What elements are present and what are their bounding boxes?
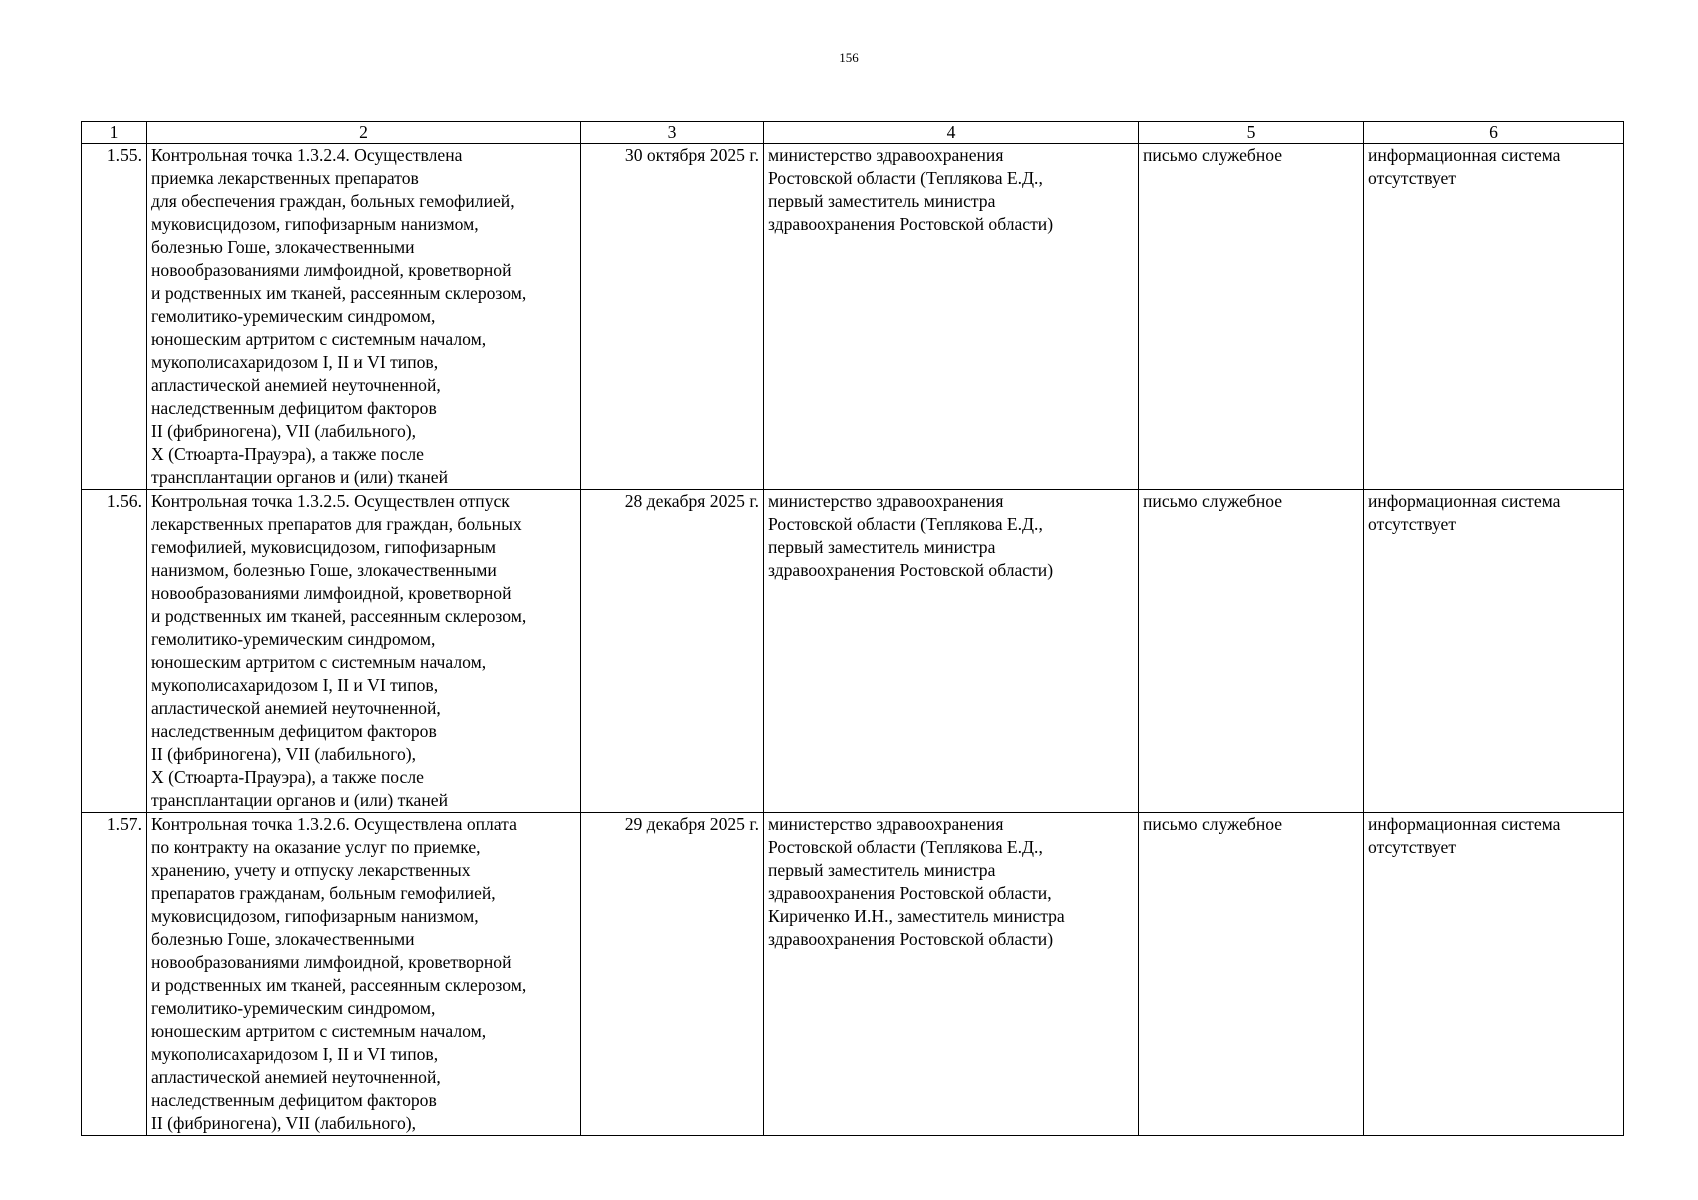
row-information-system: информационная система отсутствует	[1364, 144, 1624, 490]
control-points-table	[81, 121, 1624, 1136]
row-document-type: письмо служебное	[1139, 813, 1364, 1136]
row-description: Контрольная точка 1.3.2.6. Осуществлена оплата по контракту на оказание услуг по приемке, хранению, учету и отпуску лекарственных препаратов гражданам, больным гемофилией, муковисцидозом, гипофизарным нанизмом, болезнью Гоше, злокачественными новообразованиями лимфоидной, кроветворной и родственных им тканей, рассеянным склерозом, гемолитико-уремическим синдромом, юношеским артритом с системным началом, мукополисахаридозом I, II и VI типов, апластической анемией неуточненной, наследственным дефицитом факторов II (фибриногена), VII (лабильного),	[147, 813, 581, 1136]
row-date: 28 декабря 2025 г.	[581, 490, 764, 813]
column-header-6: 6	[1364, 122, 1624, 144]
row-description: Контрольная точка 1.3.2.4. Осуществлена приемка лекарственных препаратов для обеспечения граждан, больных гемофилией, муковисцидозом, гипофизарным нанизмом, болезнью Гоше, злокачественными новообразованиями лимфоидной, кроветворной и родственных им тканей, рассеянным склерозом, гемолитико-уремическим синдромом, юношеским артритом с системным началом, мукополисахаридозом I, II и VI типов, апластической анемией неуточненной, наследственным дефицитом факторов II (фибриногена), VII (лабильного), X (Стюарта-Прауэра), а также после трансплантации органов и (или) тканей	[147, 144, 581, 490]
column-header-2: 2	[147, 122, 581, 144]
row-date: 29 декабря 2025 г.	[581, 813, 764, 1136]
column-number-header-row	[82, 122, 1624, 144]
column-header-4: 4	[764, 122, 1139, 144]
page-number: 156	[839, 50, 859, 65]
row-date: 30 октября 2025 г.	[581, 144, 764, 490]
column-header-1: 1	[82, 122, 147, 144]
column-header-5: 5	[1139, 122, 1364, 144]
row-information-system: информационная система отсутствует	[1364, 490, 1624, 813]
row-document-type: письмо служебное	[1139, 144, 1364, 490]
table-row	[82, 144, 1624, 490]
row-description: Контрольная точка 1.3.2.5. Осуществлен отпуск лекарственных препаратов для граждан, больных гемофилией, муковисцидозом, гипофизарным нанизмом, болезнью Гоше, злокачественными новообразованиями лимфоидной, кроветворной и родственных им тканей, рассеянным склерозом, гемолитико-уремическим синдромом, юношеским артритом с системным началом, мукополисахаридозом I, II и VI типов, апластической анемией неуточненной, наследственным дефицитом факторов II (фибриногена), VII (лабильного), X (Стюарта-Прауэра), а также после трансплантации органов и (или) тканей	[147, 490, 581, 813]
row-responsible: министерство здравоохранения Ростовской области (Теплякова Е.Д., первый заместитель министра здравоохранения Ростовской области, Кириченко И.Н., заместитель министра здравоохранения Ростовской области)	[764, 813, 1139, 1136]
row-responsible: министерство здравоохранения Ростовской области (Теплякова Е.Д., первый заместитель министра здравоохранения Ростовской области)	[764, 144, 1139, 490]
table-row	[82, 490, 1624, 813]
column-header-3: 3	[581, 122, 764, 144]
row-document-type: письмо служебное	[1139, 490, 1364, 813]
table-row	[82, 813, 1624, 1136]
row-number: 1.57.	[82, 813, 147, 1136]
row-number: 1.55.	[82, 144, 147, 490]
row-responsible: министерство здравоохранения Ростовской области (Теплякова Е.Д., первый заместитель министра здравоохранения Ростовской области)	[764, 490, 1139, 813]
row-number: 1.56.	[82, 490, 147, 813]
row-information-system: информационная система отсутствует	[1364, 813, 1624, 1136]
